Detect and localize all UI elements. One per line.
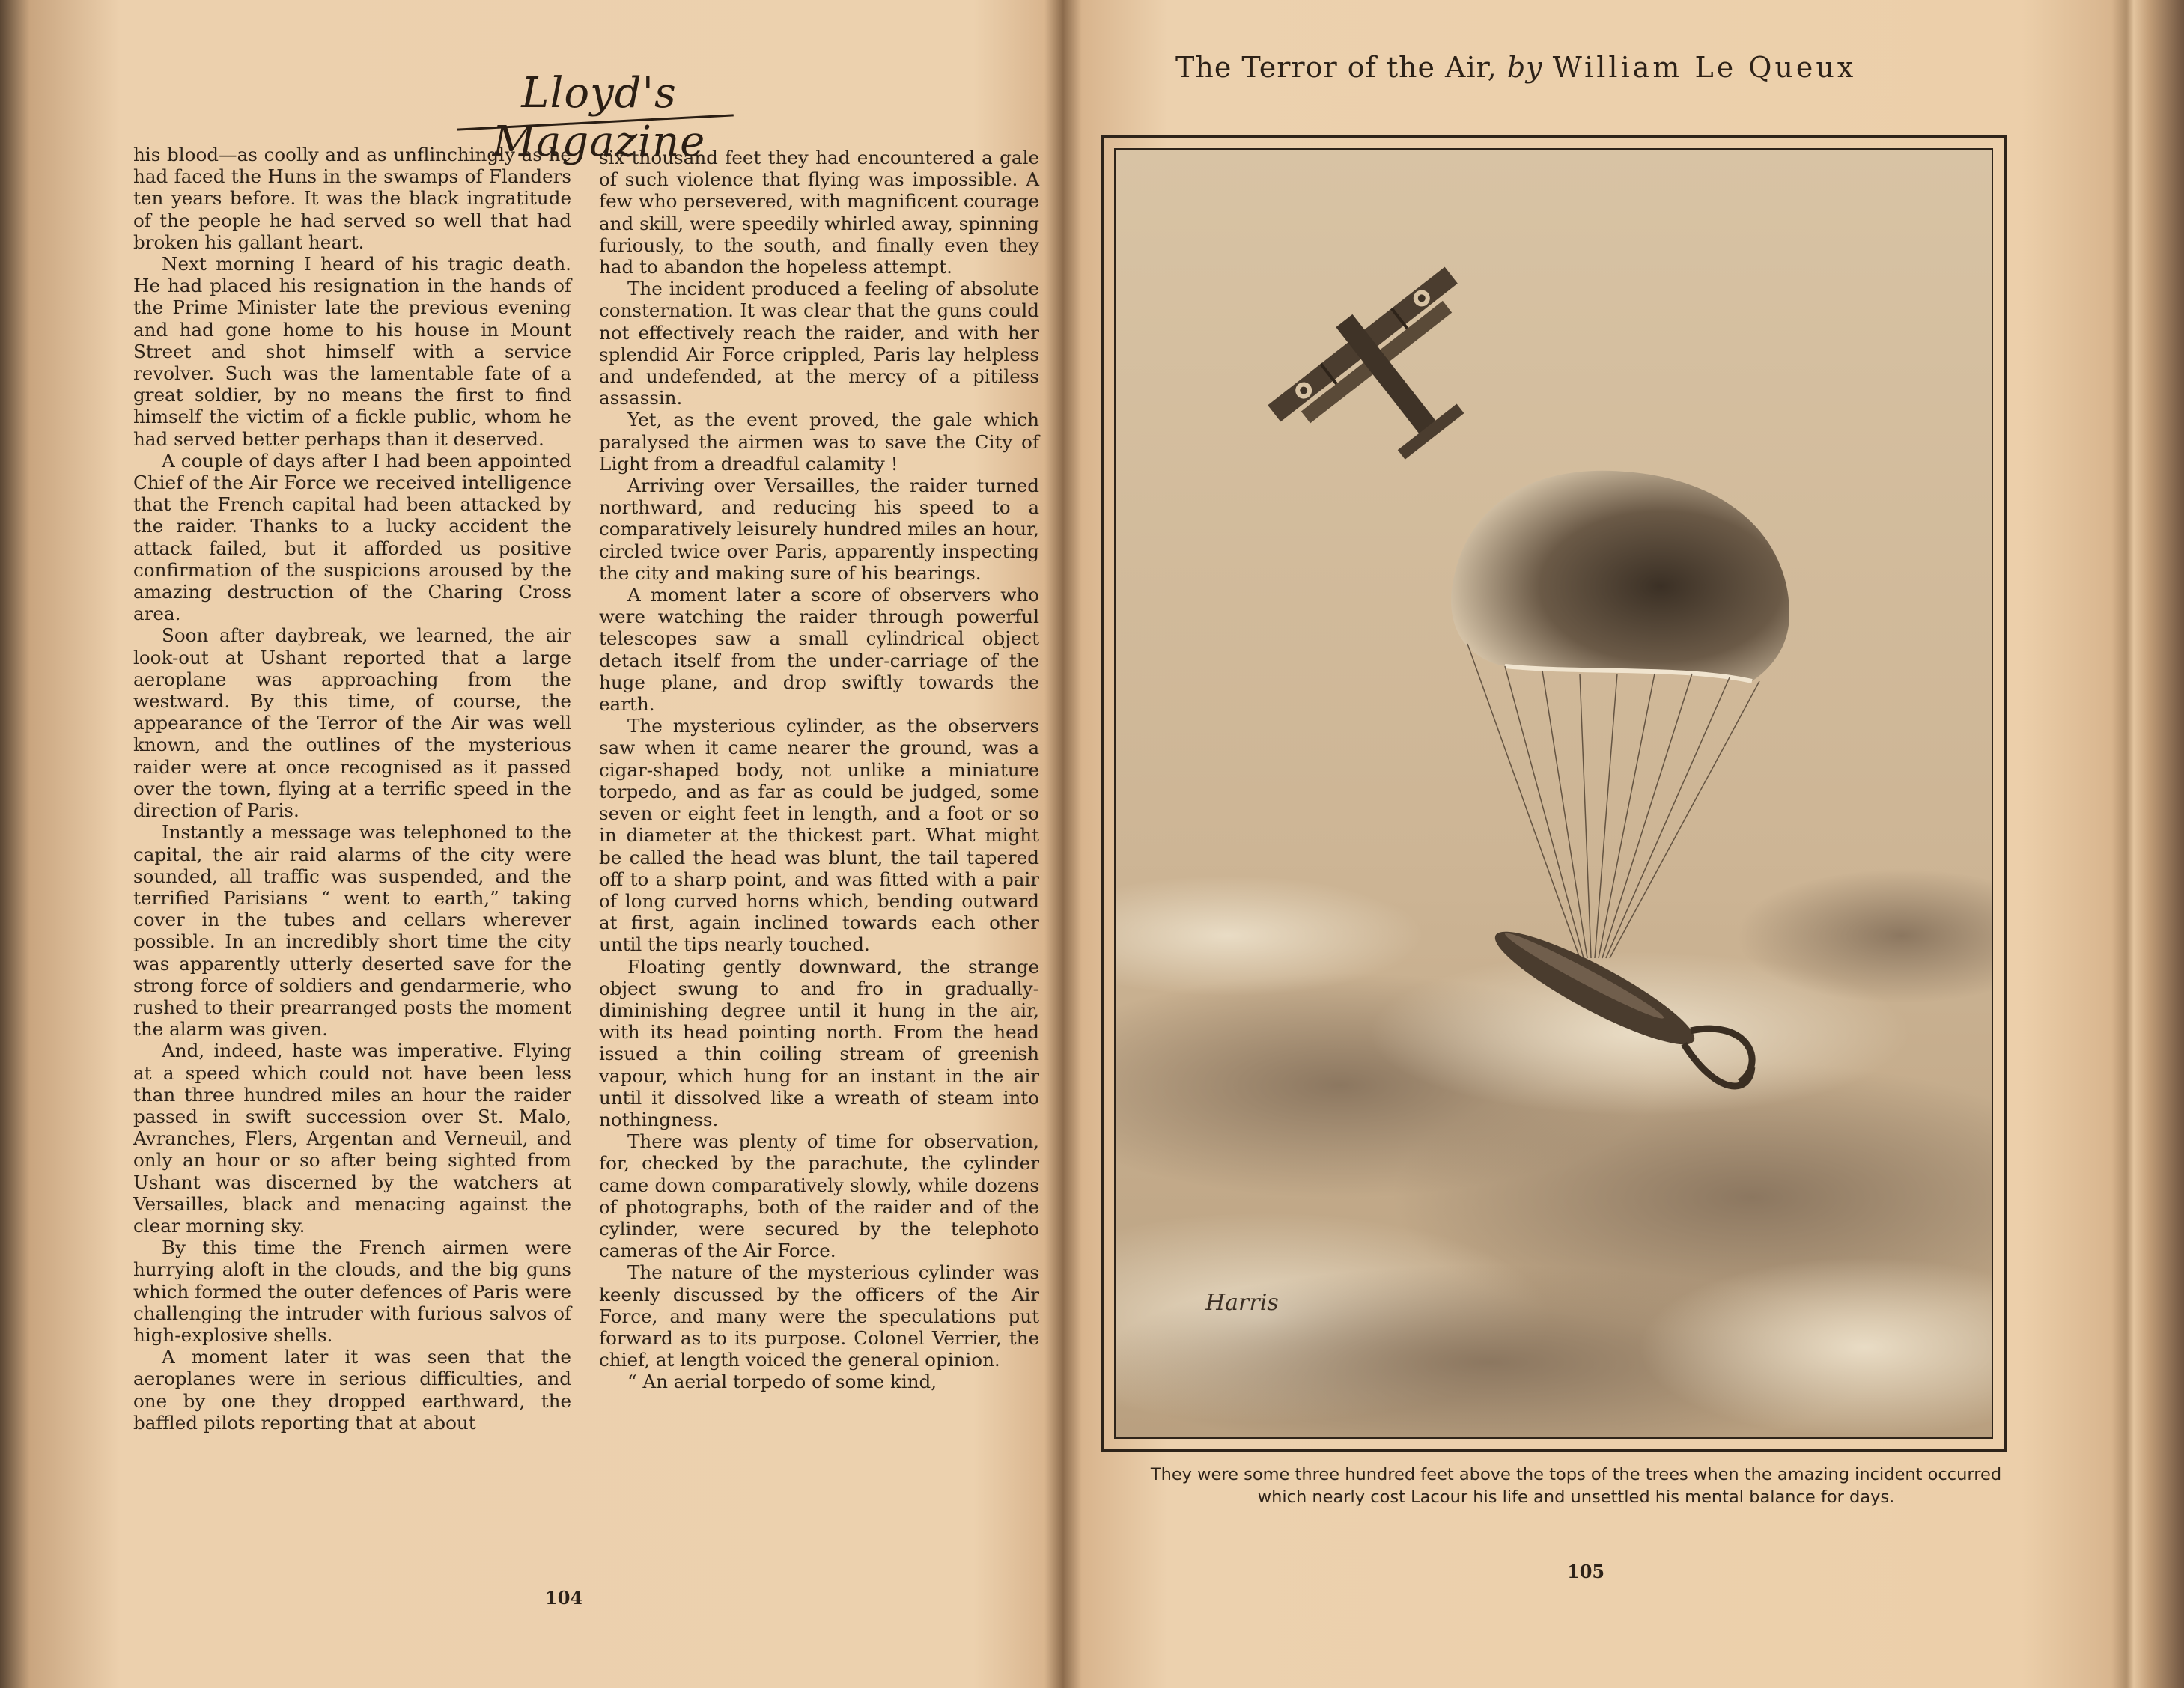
- paragraph: The mysterious cylinder, as the observers saw when it came nearer the ground, was a cigar-shaped body, not unlike a miniature torpedo, and as far as could be judged, some seven or eight feet in length, and a foot or so in diameter at the thickest part. What might be called the head was blunt, the tail tapered off to a sharp point, and was fitted with a pair of long curved horns which, bending outward at first, again inclined towards each other until the tips nearly touched.: [599, 715, 1039, 956]
- author-name: William Le Queux: [1552, 51, 1857, 84]
- left-page: [0, 0, 1062, 1688]
- paragraph: There was plenty of time for observation, for, checked by the parachute, the cylinder came down comparatively slowly, while dozens of photographs, both of the raider and of the cylinder, were secured by the telephoto cameras of the Air Force.: [599, 1130, 1039, 1262]
- paragraph: A moment later it was seen that the aeroplanes were in serious difficulties, and one by one they dropped earthward, the baffled pilots reporting that at about: [133, 1346, 571, 1433]
- parachute-torpedo-illustration: [1116, 150, 1992, 1437]
- text-column-1: [133, 144, 571, 1433]
- illustration-frame: [1101, 135, 2007, 1452]
- text-column-2: [599, 147, 1039, 1393]
- paragraph: The nature of the mysterious cylinder was keenly discussed by the officers of the Air Force, and many were the speculations put forward as to its purpose. Colonel Verrier, the chief, at length voiced the general opinion.: [599, 1261, 1039, 1371]
- paragraph: Yet, as the event proved, the gale which paralysed the airmen was to save the City of Light from a dreadful calamity !: [599, 409, 1039, 475]
- paragraph: his blood—as coolly and as unflinchingly as he had faced the Huns in the swamps of Flanders ten years before. It was the black ingratitude of the people he had served so well that had broken his gallant heart.: [133, 144, 571, 253]
- paragraph: Arriving over Versailles, the raider turned northward, and reducing his speed to a comparatively leisurely hundred miles an hour, circled twice over Paris, apparently inspecting the city and making sure of his bearings.: [599, 475, 1039, 584]
- running-head: [1175, 51, 1999, 84]
- paragraph: The incident produced a feeling of absolute consternation. It was clear that the guns could not effectively reach the raider, and with her splendid Air Force crippled, Paris lay helpless and undefended, at the mercy of a pitiless assassin.: [599, 278, 1039, 409]
- byline-by: by: [1506, 51, 1543, 84]
- paragraph: And, indeed, haste was imperative. Flying at a speed which could not have been less than three hundred miles an hour the raider passed in swift succession over St. Malo, Avranches, Flers, Argentan and Verneuil, and only an hour or so after being sighted from Ushant was discerned by the watchers at Versailles, black and menacing against the clear morning sky.: [133, 1040, 571, 1237]
- page-number-right: 105: [1567, 1561, 1605, 1582]
- illustration-caption: They were some three hundred feet above the tops of the trees when the amazing incident occurred which nearly cost Lacour his life and unsettled his mental balance for days.: [1150, 1465, 2002, 1507]
- illustration: [1114, 148, 1993, 1439]
- paragraph: A moment later a score of observers who were watching the raider through powerful telescopes saw a small cylindrical object detach itself from the under-carriage of the huge plane, and drop swiftly towards the earth.: [599, 584, 1039, 716]
- page-number-left: 104: [545, 1587, 583, 1609]
- artist-signature: Harris: [1205, 1290, 1279, 1316]
- paragraph: six thousand feet they had encountered a gale of such violence that flying was impossible. A few who persevered, with magnificent courage and skill, were speedily whirled away, spinning furiously, to the south, and finally even they had to abandon the hopeless attempt.: [599, 147, 1039, 278]
- story-title: The Terror of the Air,: [1175, 51, 1497, 84]
- paragraph: Soon after daybreak, we learned, the air look-out at Ushant reported that a large aeroplane was approaching from the westward. By this time, of course, the appearance of the Terror of the Air was well known, and the outlines of the mysterious raider were at once recognised as it passed over the town, flying at a terrific speed in the direction of Paris.: [133, 624, 571, 822]
- paragraph: “ An aerial torpedo of some kind,: [627, 1371, 937, 1393]
- paragraph: A couple of days after I had been appointed Chief of the Air Force we received intelligence that the French capital had been attacked by the raider. Thanks to a lucky accident the attack failed, but it afforded us positive confirmation of the suspicions aroused by the amazing destruction of the Charing Cross area.: [133, 449, 571, 625]
- paragraph: Next morning I heard of his tragic death. He had placed his resignation in the hands of the Prime Minister late the previous evening and had gone home to his house in Mount Street and shot himself with a service revolver. Such was the lamentable fate of a great soldier, by no means the first to find himself the victim of a fickle public, whom he had served better perhaps than it deserved.: [133, 253, 571, 450]
- paragraph: Floating gently downward, the strange object swung to and fro in gradually-diminishing degree until it hung in the air, with its head pointing north. From the head issued a thin coiling stream of greenish vapour, which hung for an instant in the air until it dissolved like a wreath of steam into nothingness.: [599, 955, 1039, 1130]
- paragraph: By this time the French airmen were hurrying aloft in the clouds, and the big guns which formed the outer defences of Paris were challenging the intruder with furious salvos of high-explosive shells.: [133, 1237, 571, 1346]
- paragraph: Instantly a message was telephoned to the capital, the air raid alarms of the city were sounded, all traffic was suspended, and the terrified Parisians “ went to earth,” taking cover in the tubes and cellars wherever possible. In an incredibly short time the city was apparently utterly deserted save for the strong force of soldiers and gendarmerie, who rushed to their prearranged posts the moment the alarm was given.: [133, 821, 571, 1040]
- magazine-masthead: Lloyd's Magazine: [492, 69, 706, 166]
